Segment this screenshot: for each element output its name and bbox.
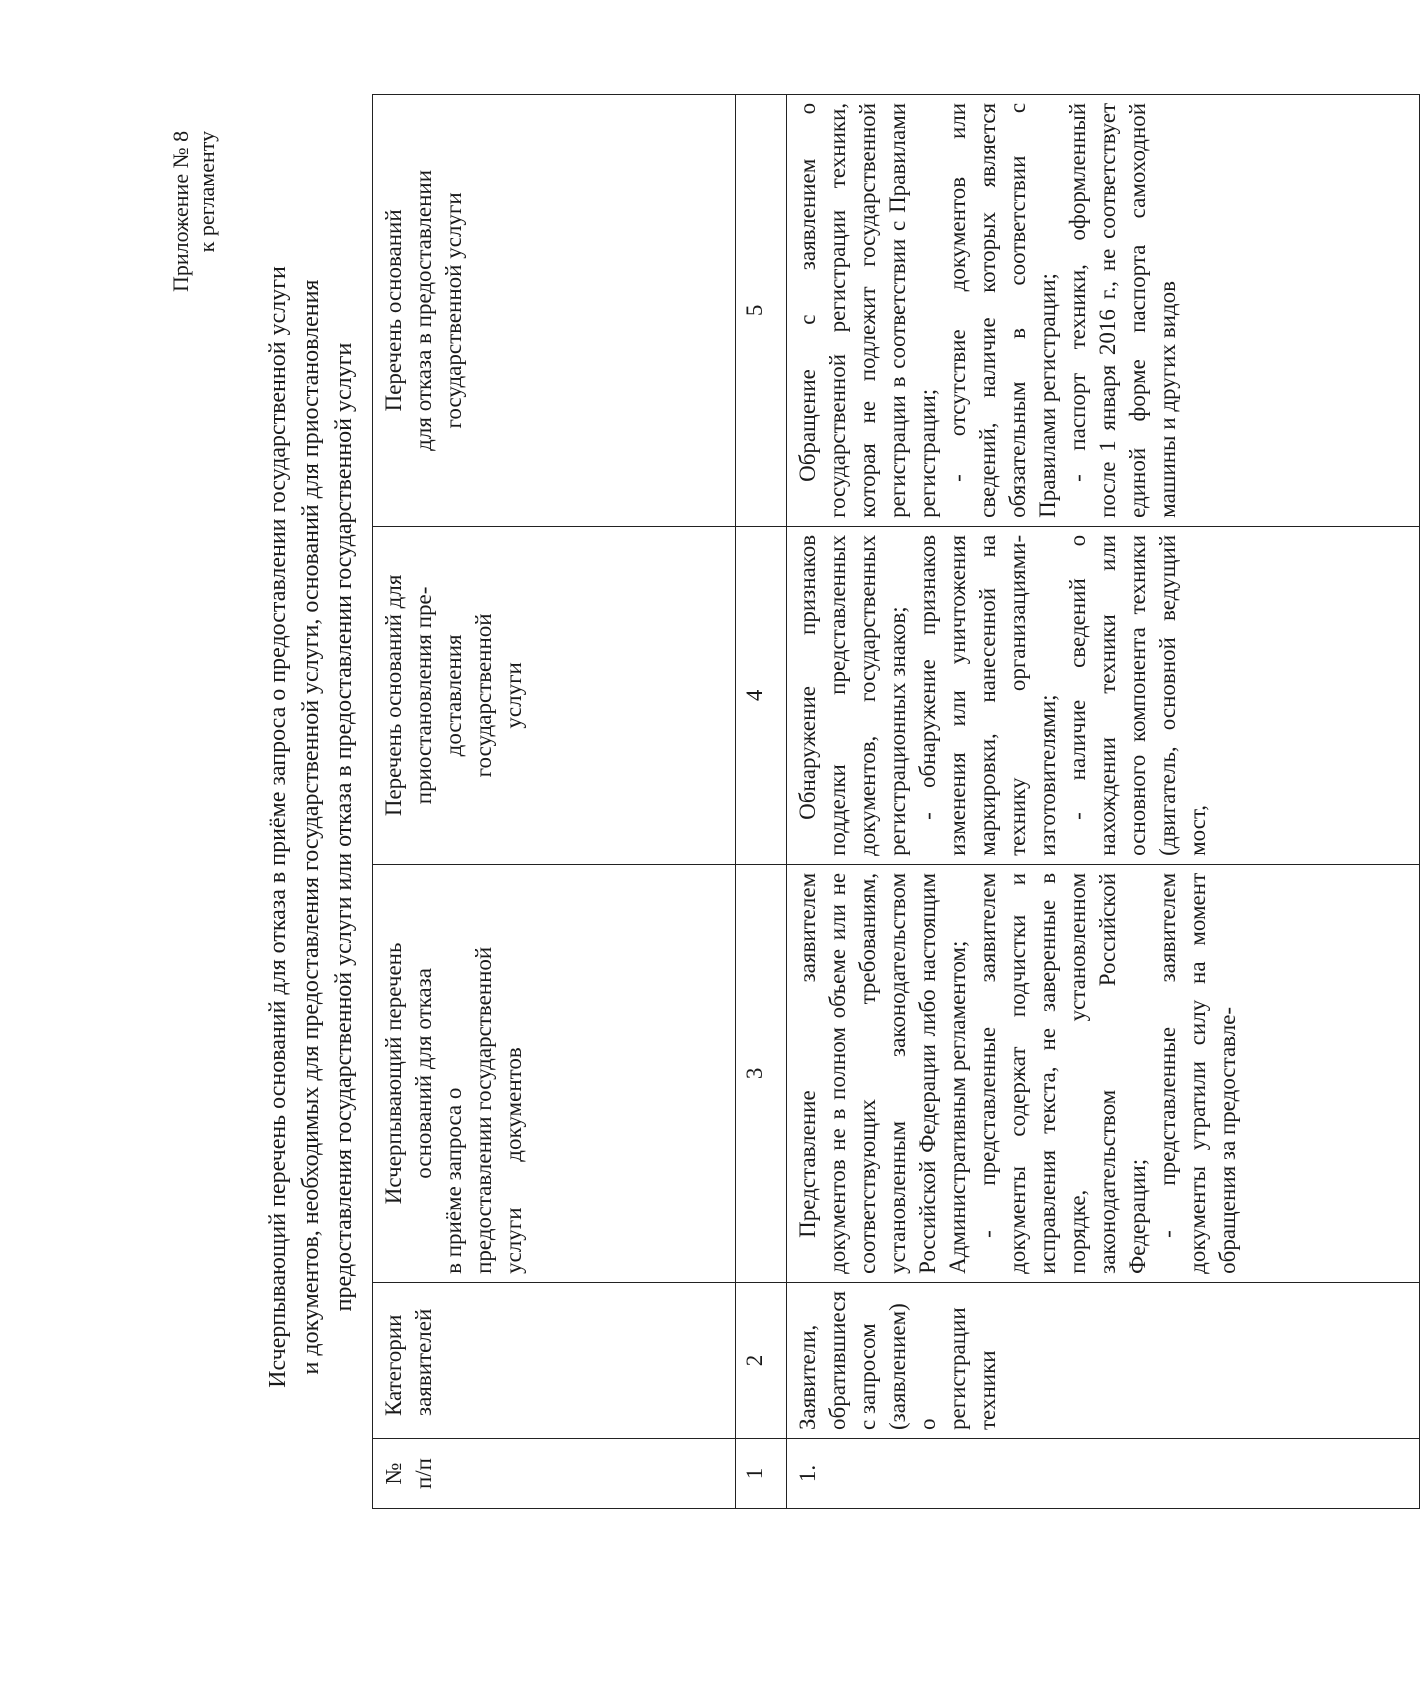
paragraph: - представленные заявителем документы утратили силу на момент обращения за предоставле- <box>1155 872 1240 1274</box>
paragraph: Обнаружение признаков подделки представленных документов, государственных регистрационных знаков; <box>795 534 910 856</box>
paragraph: - паспорт техники, оформленный после 1 января 2016 г., не соответствует единой форме паспорта самоходной машины и других видов <box>1065 102 1180 518</box>
paragraph: - наличие сведений о нахождении техники или основного компонента техники (двигатель, основной ведущий мост, <box>1065 534 1210 856</box>
appendix-note <box>168 131 220 292</box>
document-heading <box>262 237 361 1417</box>
refusal-service-grounds <box>787 94 1420 526</box>
appendix-line-1: Приложение № 8 <box>168 130 193 292</box>
table-row <box>787 94 1420 1508</box>
applicant-category: Заявители, обратившиеся с запросом (заявлением) о регистрации техники <box>787 1282 1420 1438</box>
column-number: 2 <box>736 1282 787 1438</box>
column-number: 4 <box>736 526 787 864</box>
header-refusal-acceptance: Исчерпывающий перечень оснований для отказа в приёме запроса о предоставлении государственной услуги документов <box>373 864 736 1282</box>
paragraph: Представление заявителем документов не в полном объеме или не соответствующих требованиям, установленным законодательством Российской Федерации либо настоящим Административным регламентом; <box>795 872 970 1274</box>
refusal-acceptance-grounds <box>787 864 1420 1282</box>
paragraph: - отсутствие документов или сведений, наличие которых является обязательным в соответствии с Правилами регистрации; <box>945 102 1060 518</box>
column-number: 1 <box>736 1439 787 1509</box>
header-suspension-grounds: Перечень оснований для приостановления пре- доставления государственной услуги <box>373 526 736 864</box>
header-applicant-categories: Категории заявителей <box>373 1282 736 1438</box>
appendix-line-2: к регламенту <box>194 130 219 253</box>
heading-line-2: и документов, необходимых для предоставления государственной услуги, оснований для приостановления <box>298 279 324 1375</box>
grounds-table <box>372 94 1420 1509</box>
header-number: № п/п <box>373 1439 736 1509</box>
table-header-row <box>373 94 736 1508</box>
row-number: 1. <box>787 1439 1420 1509</box>
header-refusal-service: Перечень оснований для отказа в предоставлении государственной услуги <box>373 94 736 526</box>
column-number-row <box>736 94 787 1508</box>
column-number: 3 <box>736 864 787 1282</box>
paragraph: - обнаружение признаков изменения или уничтожения маркировки, нанесенной на технику организациями-изготовителями; <box>915 534 1060 856</box>
suspension-grounds <box>787 526 1420 864</box>
paragraph: - представленные заявителем документы содержат подчистки и исправления текста, не заверенные в порядке, установленном законодательством Российской Федерации; <box>975 872 1150 1274</box>
heading-line-1: Исчерпывающий перечень оснований для отказа в приёме запроса о предоставлении государственной услуги <box>265 266 291 1388</box>
heading-line-3: предоставления государственной услуги или отказа в предоставлении государственной услуги <box>331 342 357 1312</box>
column-number: 5 <box>736 94 787 526</box>
paragraph: Обращение с заявлением о государственной регистрации техники, которая не подлежит государственной регистрации в соответствии с Правилами регистрации; <box>795 102 940 518</box>
